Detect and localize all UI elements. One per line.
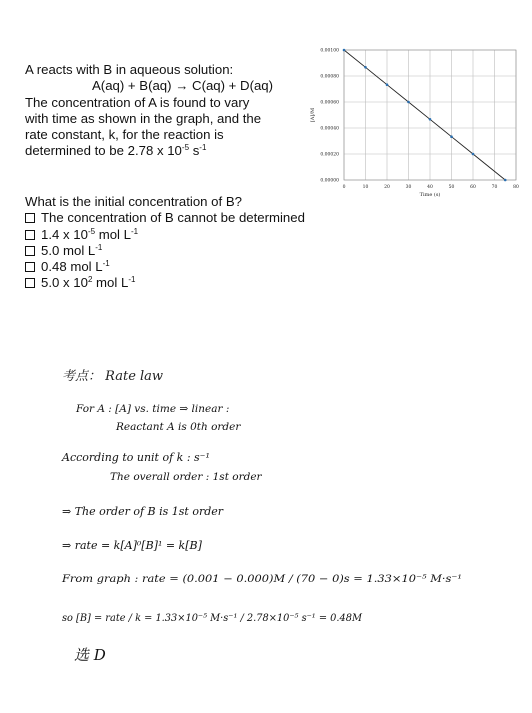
x-axis-label: Time (s): [419, 192, 441, 198]
x-tick-label: 50: [448, 185, 455, 190]
x-tick-label: 30: [405, 185, 412, 190]
solution-line-4: According to unit of k : s⁻¹: [62, 451, 210, 464]
option-d-text: 0.48 mol L: [41, 259, 103, 275]
solution-line-1: 考点： Rate law: [62, 369, 164, 384]
x-tick-label: 70: [491, 185, 498, 190]
option-b-unit: mol L: [95, 226, 131, 242]
x-tick-label: 10: [362, 185, 369, 190]
solution-line-7: ⇒ rate = k[A]⁰[B]¹ = k[B]: [62, 539, 202, 552]
option-c-exp: -1: [95, 242, 103, 252]
solution-line-3: Reactant A is 0th order: [116, 421, 241, 433]
y-tick-label: 0.00080: [320, 74, 339, 80]
option-e-unit: mol L: [92, 275, 129, 291]
stem-line-4: with time as shown in the graph, and the: [25, 110, 262, 126]
x-tick-label: 60: [470, 185, 476, 190]
y-tick-label: 0.00000: [320, 178, 339, 184]
stem-line-3: The concentration of A is found to vary: [25, 94, 250, 110]
question-prompt: What is the initial concentration of B?: [25, 194, 242, 209]
stem-line-1: A reacts with B in aqueous solution:: [25, 62, 234, 77]
option-a-text: The concentration of B cannot be determined: [41, 210, 305, 226]
y-tick-label: 0.00100: [320, 48, 339, 54]
k-unit-exponent: -1: [199, 143, 207, 153]
solution-line-2: For A : [A] vs. time ⇒ linear :: [76, 403, 230, 415]
y-tick-label: 0.00020: [320, 152, 339, 158]
option-d-exp: -1: [102, 259, 110, 269]
y-tick-label: 0.00040: [320, 126, 339, 132]
solution-line-6: ⇒ The order of B is 1st order: [62, 505, 224, 518]
x-tick-label: 80: [513, 185, 519, 190]
option-b-unit-exp: -1: [130, 226, 139, 236]
option-e-unit-exp: -1: [128, 275, 136, 285]
x-tick-label: 0: [342, 185, 346, 190]
solution-line-10: 选 D: [74, 646, 106, 664]
option-e-exp: 2: [87, 275, 93, 285]
x-tick-label: 20: [384, 185, 390, 190]
solution-line-8: From graph : rate = (0.001 − 0.000)M / (70 − 0)s = 1.33×10⁻⁵ M·s⁻¹: [60, 574, 462, 585]
option-b-text: 1.4 x 10: [41, 226, 88, 242]
k-unit: s: [189, 143, 200, 159]
stem-line-5: rate constant, k, for the reaction is: [25, 127, 224, 143]
k-exponent: -5: [181, 143, 190, 153]
y-axis-label: [A]/M: [310, 107, 316, 123]
solution-line-5: The overall order : 1st order: [110, 471, 262, 483]
option-c-text: 5.0 mol L: [41, 242, 96, 258]
option-b-exp: -5: [87, 226, 96, 236]
solution-line-9: so [B] = rate / k = 1.33×10⁻⁵ M·s⁻¹ / 2.78×10⁻⁵ s⁻¹ = 0.48M: [62, 613, 363, 624]
reaction-equation: A(aq) + B(aq) → C(aq) + D(aq): [92, 78, 274, 94]
k-value: determined to be 2.78 x 10: [25, 143, 182, 159]
option-e-text: 5.0 x 10: [41, 275, 88, 291]
x-tick-label: 40: [427, 185, 433, 190]
y-tick-label: 0.00060: [320, 100, 339, 106]
